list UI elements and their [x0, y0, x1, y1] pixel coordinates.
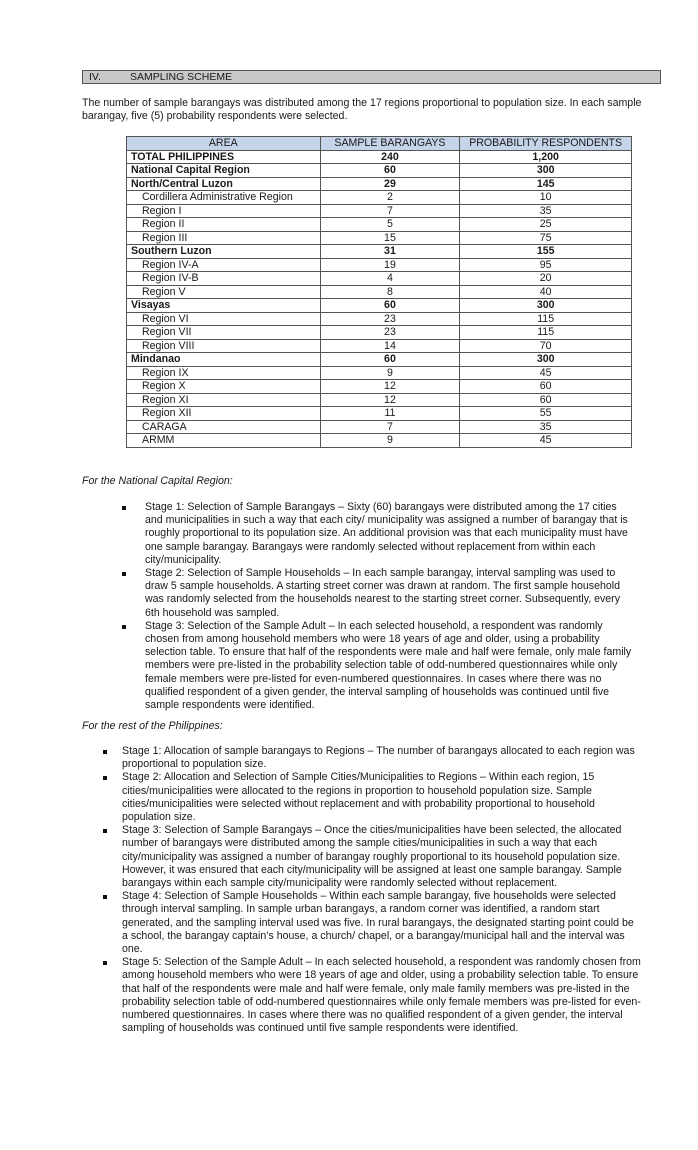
square-bullet-icon: [122, 506, 126, 510]
table-row: [127, 380, 632, 394]
area-cell: Region IX: [127, 366, 321, 380]
sample-barangays-cell: 7: [320, 420, 460, 434]
sample-barangays-cell: 8: [320, 285, 460, 299]
sample-barangays-cell: 5: [320, 218, 460, 232]
probability-respondents-cell: 300: [460, 164, 632, 178]
stage-list-item: [122, 745, 642, 771]
rest-heading: For the rest of the Philippines:: [82, 720, 223, 732]
sample-barangays-cell: 9: [320, 434, 460, 448]
square-bullet-icon: [103, 961, 107, 965]
area-cell: North/Central Luzon: [127, 177, 321, 191]
square-bullet-icon: [122, 625, 126, 629]
table-row: [127, 393, 632, 407]
table-row: [127, 258, 632, 272]
square-bullet-icon: [103, 829, 107, 833]
probability-respondents-cell: 40: [460, 285, 632, 299]
probability-respondents-cell: 75: [460, 231, 632, 245]
area-cell: Region XI: [127, 393, 321, 407]
probability-respondents-cell: 70: [460, 339, 632, 353]
probability-respondents-cell: 300: [460, 299, 632, 313]
sample-barangays-cell: 23: [320, 326, 460, 340]
table-row: [127, 420, 632, 434]
stage-list-item: [122, 771, 642, 824]
area-cell: Region II: [127, 218, 321, 232]
probability-respondents-cell: 95: [460, 258, 632, 272]
area-cell: National Capital Region: [127, 164, 321, 178]
area-cell: Region VI: [127, 312, 321, 326]
table-row: [127, 272, 632, 286]
probability-respondents-cell: 25: [460, 218, 632, 232]
square-bullet-icon: [122, 572, 126, 576]
sample-allocation-table: [126, 136, 632, 448]
area-cell: Mindanao: [127, 353, 321, 367]
area-cell: Region I: [127, 204, 321, 218]
table-row: [127, 285, 632, 299]
sample-barangays-cell: 11: [320, 407, 460, 421]
sample-barangays-cell: 60: [320, 164, 460, 178]
area-cell: Region XII: [127, 407, 321, 421]
rest-stage-list: [122, 745, 642, 1035]
area-cell: Region IV-A: [127, 258, 321, 272]
sample-barangays-cell: 31: [320, 245, 460, 259]
table-row: [127, 353, 632, 367]
stage-text: Stage 1: Selection of Sample Barangays – Sixty (60) barangays were distributed among the 17 cities and municipalities in such a way that each city/ municipality was assigned a number of barangay that is roughly proportional to its population size. An additional provision was that each municipality must have one sample barangay. Barangays were randomly selected without replacement from within each city/municipality.: [145, 501, 628, 566]
probability-respondents-cell: 155: [460, 245, 632, 259]
table-row: [127, 231, 632, 245]
section-number: IV.: [89, 71, 101, 83]
column-header-probability-respondents: PROBABILITY RESPONDENTS: [460, 137, 632, 151]
area-cell: TOTAL PHILIPPINES: [127, 150, 321, 164]
sample-barangays-cell: 7: [320, 204, 460, 218]
sample-barangays-cell: 4: [320, 272, 460, 286]
ncr-stage-list: [145, 501, 637, 712]
stage-list-item: [145, 501, 637, 567]
area-cell: Cordillera Administrative Region: [127, 191, 321, 205]
table-row: [127, 191, 632, 205]
sample-barangays-cell: 12: [320, 393, 460, 407]
stage-list-item: [145, 567, 637, 620]
table-row: [127, 164, 632, 178]
table-header-row: [127, 137, 632, 151]
probability-respondents-cell: 60: [460, 380, 632, 394]
probability-respondents-cell: 115: [460, 312, 632, 326]
column-header-area: AREA: [127, 137, 321, 151]
sample-barangays-cell: 9: [320, 366, 460, 380]
table-row: [127, 150, 632, 164]
stage-list-item: [122, 890, 642, 956]
probability-respondents-cell: 20: [460, 272, 632, 286]
table-row: [127, 204, 632, 218]
square-bullet-icon: [103, 895, 107, 899]
table-row: [127, 218, 632, 232]
area-cell: Region III: [127, 231, 321, 245]
table-body: [127, 150, 632, 447]
area-cell: Region VII: [127, 326, 321, 340]
probability-respondents-cell: 115: [460, 326, 632, 340]
area-cell: Southern Luzon: [127, 245, 321, 259]
intro-paragraph: The number of sample barangays was distributed among the 17 regions proportional to population size. In each sample barangay, five (5) probability respondents were selected.: [82, 97, 642, 122]
probability-respondents-cell: 300: [460, 353, 632, 367]
sample-barangays-cell: 2: [320, 191, 460, 205]
sample-barangays-cell: 60: [320, 299, 460, 313]
sample-barangays-cell: 23: [320, 312, 460, 326]
area-cell: Region IV-B: [127, 272, 321, 286]
section-header-bar: [82, 70, 661, 84]
sample-barangays-cell: 60: [320, 353, 460, 367]
sample-barangays-cell: 29: [320, 177, 460, 191]
table-row: [127, 366, 632, 380]
stage-list-item: [122, 956, 642, 1035]
stage-list-item: [122, 824, 642, 890]
probability-respondents-cell: 45: [460, 366, 632, 380]
probability-respondents-cell: 1,200: [460, 150, 632, 164]
area-cell: Region X: [127, 380, 321, 394]
ncr-heading: For the National Capital Region:: [82, 475, 233, 487]
area-cell: Region VIII: [127, 339, 321, 353]
stage-text: Stage 2: Selection of Sample Households – In each sample barangay, interval sampling was used to draw 5 sample households. A starting street corner was drawn at random. The first sample household was randomly selected from the households nearest to the starting street corner. Subsequently, every 6th household was sampled.: [145, 567, 621, 619]
sample-barangays-cell: 15: [320, 231, 460, 245]
probability-respondents-cell: 60: [460, 393, 632, 407]
column-header-sample-barangays: SAMPLE BARANGAYS: [320, 137, 460, 151]
sample-barangays-cell: 240: [320, 150, 460, 164]
stage-text: Stage 2: Allocation and Selection of Sample Cities/Municipalities to Regions – Within each region, 15 cities/municipalities were allocated to the regions in proportion to household population size. Sample cities/municipalities were selected without replacement and with probability proportional to household population size.: [122, 771, 595, 824]
stage-text: Stage 1: Allocation of sample barangays to Regions – The number of barangays allocated to each region was proportional to population size.: [122, 745, 635, 771]
square-bullet-icon: [103, 776, 107, 780]
table-row: [127, 177, 632, 191]
square-bullet-icon: [103, 750, 107, 754]
table-row: [127, 299, 632, 313]
probability-respondents-cell: 55: [460, 407, 632, 421]
stage-text: Stage 4: Selection of Sample Households – Within each sample barangay, five households were selected through interval sampling. In sample urban barangays, a random corner was identified, a random start generated, and the sampling interval used was five. In rural barangays, the designated starting point could be a school, the barangay captain’s house, a church/ chapel, or a barangay/municipal hall and the interval was one.: [122, 890, 634, 956]
table-row: [127, 326, 632, 340]
stage-text: Stage 3: Selection of the Sample Adult – In each selected household, a respondent was randomly chosen from among household members who were 18 years of age and older, using a probability selection table. To ensure that half of the respondents were male and half were female, only male family members were pre-listed in the probability selection table of odd-numbered questionnaires while only female members were pre-listed for even-numbered questionnaires. In cases where there was no qualified respondent of a given gender, the interval sampling of households was continued until five sample respondents were identified.: [145, 619, 632, 712]
probability-respondents-cell: 10: [460, 191, 632, 205]
sample-barangays-cell: 14: [320, 339, 460, 353]
area-cell: ARMM: [127, 434, 321, 448]
area-cell: CARAGA: [127, 420, 321, 434]
probability-respondents-cell: 145: [460, 177, 632, 191]
section-title: SAMPLING SCHEME: [130, 71, 233, 83]
table-row: [127, 312, 632, 326]
sample-barangays-cell: 19: [320, 258, 460, 272]
table-row: [127, 434, 632, 448]
table-row: [127, 407, 632, 421]
table-row: [127, 245, 632, 259]
stage-text: Stage 3: Selection of Sample Barangays – Once the cities/municipalities have been selected, the allocated number of barangays were distributed among the sample cities/municipalities in such a way that each city/municipality was assigned a number of barangay roughly proportional to its household population size. However, it was ensured that each city/municipality will be assigned at least one sample barangay. Sample barangays within each sample city/municipality were randomly selected without replacement.: [122, 824, 622, 890]
sample-barangays-cell: 12: [320, 380, 460, 394]
stage-list-item: [145, 620, 637, 712]
area-cell: Visayas: [127, 299, 321, 313]
probability-respondents-cell: 45: [460, 434, 632, 448]
probability-respondents-cell: 35: [460, 420, 632, 434]
table-row: [127, 339, 632, 353]
area-cell: Region V: [127, 285, 321, 299]
probability-respondents-cell: 35: [460, 204, 632, 218]
stage-text: Stage 5: Selection of the Sample Adult – In each selected household, a respondent was randomly chosen from among household members who were 18 years of age and older, using a probability selection table. To ensure that half of the respondents were male and half were female, only male family members was pre-listed in the probability selection table of odd-numbered questionnaires while only female members was pre-listed for even-numbered questionnaires. In cases where there was no qualified respondent of a given gender, the interval sampling of households was continued until five sample respondents were identified.: [122, 956, 641, 1035]
